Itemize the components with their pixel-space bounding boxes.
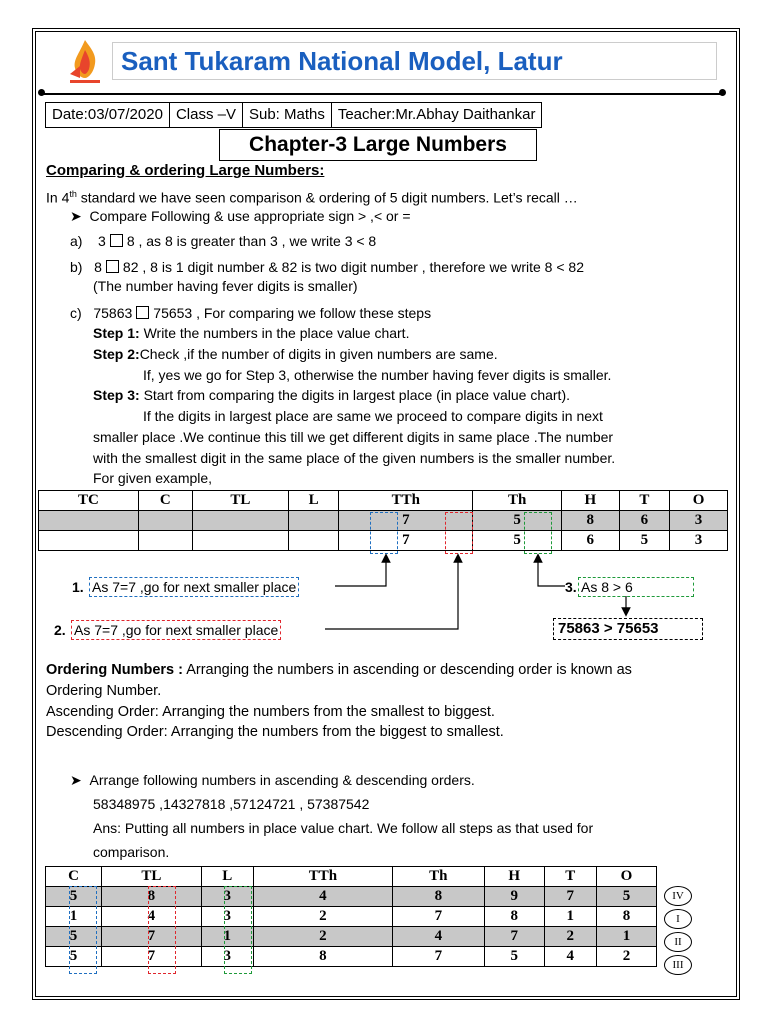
rank-badge: II (664, 932, 692, 952)
step-2-line2: If, yes we go for Step 3, otherwise the number having fever digits is smaller. (143, 367, 612, 383)
note-1-number: 1. (72, 579, 84, 595)
header-cell: H (484, 867, 544, 887)
cell: 7 (392, 907, 484, 927)
cell: 4 (253, 887, 392, 907)
cell: 3 (670, 531, 728, 551)
intro-text: In 4th standard we have seen comparison & ordering of 5 digit numbers. Let’s recall … (46, 189, 578, 206)
note-3: As 8 > 6 (578, 577, 694, 597)
step-3-line3: smaller place .We continue this till we get different digits in same place .The number (93, 429, 614, 445)
header-cell: TL (102, 867, 202, 887)
cell: 8 (596, 907, 656, 927)
class: Class –V (170, 103, 243, 127)
header-cell: C (138, 491, 192, 511)
rank-badge: III (664, 955, 692, 975)
numbers-list: 58348975 ,14327818 ,57124721 , 57387542 (93, 796, 370, 812)
cell: 7 (102, 947, 202, 967)
arrow-bullet-icon: ➤ (70, 208, 82, 224)
table-row (46, 887, 657, 907)
cell: 5 (46, 947, 102, 967)
item-c: c) 75863 75653 , For comparing we follow these steps (70, 305, 432, 321)
cell: 5 (484, 947, 544, 967)
cell: 7 (339, 531, 473, 551)
step-3: Step 3: Start from comparing the digits in largest place (in place value chart). (93, 387, 570, 403)
header-cell: Th (473, 491, 561, 511)
arrow-bullet-icon: ➤ (70, 772, 82, 788)
item-b-note: (The number having fever digits is smaller) (93, 278, 358, 294)
cell: 5 (473, 511, 561, 531)
note-2-number: 2. (54, 622, 66, 638)
cell: 1 (596, 927, 656, 947)
cell: 4 (102, 907, 202, 927)
cell: 7 (392, 947, 484, 967)
cell: 4 (544, 947, 596, 967)
ordering-definition-line2: Ordering Number. (46, 683, 162, 699)
cell: 7 (339, 511, 473, 531)
step-3-line4: with the smallest digit in the same place of the given numbers is the smaller number. (93, 450, 616, 466)
cell: 9 (484, 887, 544, 907)
rank-badge: I (664, 909, 692, 929)
highlight-c-column (69, 886, 97, 974)
cell: 3 (670, 511, 728, 531)
header-cell: H (561, 491, 619, 511)
cell: 8 (561, 511, 619, 531)
bullet-arrange: ➤ Arrange following numbers in ascending & descending orders. (70, 772, 475, 788)
ascending-definition: Ascending Order: Arranging the numbers from the smallest to biggest. (46, 704, 495, 720)
cell: 3 (201, 907, 253, 927)
answer-text-line2: comparison. (93, 844, 170, 860)
section-title: Comparing & ordering Large Numbers: (46, 162, 325, 179)
item-b: b) 8 82 , 8 is 1 digit number & 82 is two digit number , therefore we write 8 < 82 (70, 259, 584, 275)
cell: 5 (473, 531, 561, 551)
cell: 3 (201, 887, 253, 907)
bullet-compare: ➤ Compare Following & use appropriate sign > ,< or = (70, 208, 411, 224)
note-2: As 7=7 ,go for next smaller place (71, 620, 281, 640)
table-row (46, 907, 657, 927)
descending-definition: Descending Order: Arranging the numbers from the biggest to smallest. (46, 724, 504, 740)
cell: 2 (253, 907, 392, 927)
header-cell: TTh (339, 491, 473, 511)
header-cell: O (596, 867, 656, 887)
highlight-l-column (224, 886, 252, 974)
step-2: Step 2:Check ,if the number of digits in given numbers are same. (93, 346, 498, 362)
header-cell: C (46, 867, 102, 887)
item-a: a) 3 8 , as 8 is greater than 3 , we write 3 < 8 (70, 233, 377, 249)
header-cell: TL (192, 491, 288, 511)
chapter-title: Chapter-3 Large Numbers (219, 129, 537, 161)
cell: 2 (596, 947, 656, 967)
header-cell: O (670, 491, 728, 511)
table-header-row (46, 867, 657, 887)
cell: 6 (561, 531, 619, 551)
header-cell: Th (392, 867, 484, 887)
step-3-line2: If the digits in largest place are same we proceed to compare digits in next (143, 408, 603, 424)
table-row (46, 927, 657, 947)
header-cell: TC (39, 491, 139, 511)
note-1: As 7=7 ,go for next smaller place (89, 577, 299, 597)
ordering-definition: Ordering Numbers : Arranging the numbers in ascending or descending order is known as (46, 662, 632, 678)
place-value-table-2 (45, 866, 657, 967)
cell: 7 (484, 927, 544, 947)
header-cell: T (544, 867, 596, 887)
cell: 2 (544, 927, 596, 947)
cell: 7 (544, 887, 596, 907)
answer-text: Ans: Putting all numbers in place value chart. We follow all steps as that used for (93, 820, 594, 836)
teacher: Teacher:Mr.Abhay Daithankar (337, 106, 536, 123)
cell: 6 (619, 511, 669, 531)
cell: 8 (484, 907, 544, 927)
comparison-result: 75863 > 75653 (553, 618, 703, 640)
subject: Sub: Maths (243, 103, 332, 127)
cell: 1 (544, 907, 596, 927)
header-cell: L (288, 491, 338, 511)
cell: 2 (253, 927, 392, 947)
table-row (46, 947, 657, 967)
cell: 5 (46, 927, 102, 947)
cell: 8 (392, 887, 484, 907)
header-cell: TTh (253, 867, 392, 887)
cell: 3 (201, 947, 253, 967)
cell: 5 (46, 887, 102, 907)
date: Date:03/07/2020 (46, 103, 170, 127)
cell: 4 (392, 927, 484, 947)
cell: 8 (253, 947, 392, 967)
step-1: Step 1: Write the numbers in the place value chart. (93, 325, 410, 341)
cell: 8 (102, 887, 202, 907)
cell: 1 (201, 927, 253, 947)
cell: 5 (596, 887, 656, 907)
school-name: Sant Tukaram National Model, Latur (112, 42, 717, 80)
note-3-number: 3. (565, 579, 577, 595)
header-cell: L (201, 867, 253, 887)
example-label: For given example, (93, 470, 213, 486)
cell: 1 (46, 907, 102, 927)
cell: 5 (619, 531, 669, 551)
cell: 7 (102, 927, 202, 947)
rank-badge: IV (664, 886, 692, 906)
header-cell: T (619, 491, 669, 511)
highlight-tl-column (148, 886, 176, 974)
